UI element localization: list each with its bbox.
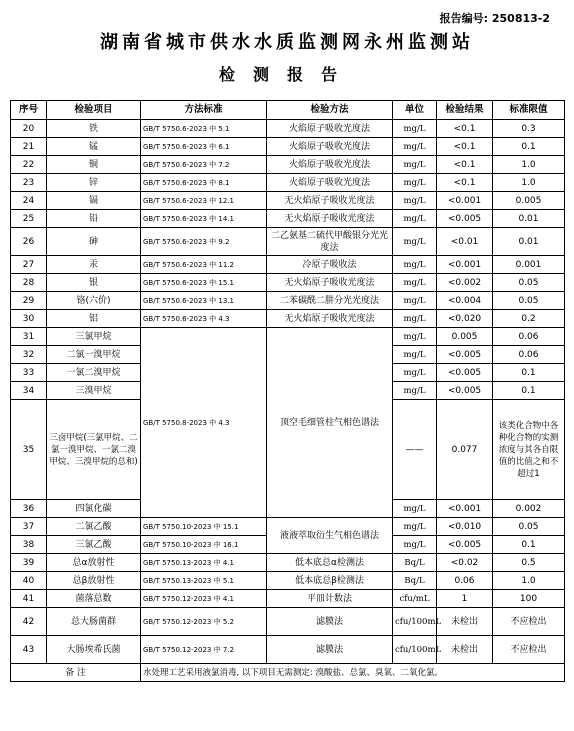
row-unit: ——: [393, 400, 437, 500]
table-row: [11, 608, 565, 636]
row-unit: mg/L: [393, 228, 437, 256]
row-no: 20: [11, 120, 47, 138]
row-result: <0.020: [437, 310, 493, 328]
row-no: 41: [11, 590, 47, 608]
row-unit: Bq/L: [393, 572, 437, 590]
table-row: [11, 554, 565, 572]
row-limit: 1.0: [493, 572, 565, 590]
row-no: 21: [11, 138, 47, 156]
row-method: 无火焰原子吸收光度法: [267, 310, 393, 328]
row-standard: GB/T 5750.6-2023 中 11.2: [141, 256, 267, 274]
row-limit: 0.1: [493, 138, 565, 156]
row-standard: GB/T 5750.10-2023 中 15.1: [141, 518, 267, 536]
row-result: 0.077: [437, 400, 493, 500]
row-limit: 0.3: [493, 120, 565, 138]
row-standard: GB/T 5750.12-2023 中 4.1: [141, 590, 267, 608]
col-header-limit: 标准限值: [493, 101, 565, 120]
row-no: 27: [11, 256, 47, 274]
row-limit: 0.1: [493, 536, 565, 554]
row-result: <0.001: [437, 192, 493, 210]
col-header-method: 检验方法: [267, 101, 393, 120]
row-unit: mg/L: [393, 138, 437, 156]
row-limit: 0.005: [493, 192, 565, 210]
table-row: [11, 120, 565, 138]
row-limit: 1.0: [493, 174, 565, 192]
row-result: <0.002: [437, 274, 493, 292]
row-limit: 0.1: [493, 382, 565, 400]
col-header-standard: 方法标准: [141, 101, 267, 120]
row-standard: GB/T 5750.6-2023 中 15.1: [141, 274, 267, 292]
table-row: [11, 156, 565, 174]
row-standard: GB/T 5750.12-2023 中 7.2: [141, 636, 267, 664]
row-method: 无火焰原子吸收光度法: [267, 192, 393, 210]
row-method: 火焰原子吸收光度法: [267, 174, 393, 192]
merged-method: 顶空毛细管柱气相色谱法: [267, 328, 393, 518]
row-unit: mg/L: [393, 328, 437, 346]
row-limit: 0.001: [493, 256, 565, 274]
row-result: <0.1: [437, 120, 493, 138]
row-item: 一氯二溴甲烷: [47, 364, 141, 382]
row-item: 三卤甲烷(三氯甲烷、二氯一溴甲烷、一氯二溴甲烷、三溴甲烷的总和): [47, 400, 141, 500]
row-limit: 该类化合物中各种化合物的实测浓度与其各自限值的比值之和不超过1: [493, 400, 565, 500]
row-unit: cfu/100mL: [393, 636, 437, 664]
row-item: 三氯乙酸: [47, 536, 141, 554]
row-result: 0.005: [437, 328, 493, 346]
row-limit: 0.05: [493, 292, 565, 310]
row-standard: GB/T 5750.6-2023 中 8.1: [141, 174, 267, 192]
row-limit: 0.01: [493, 210, 565, 228]
row-item: 银: [47, 274, 141, 292]
row-unit: mg/L: [393, 256, 437, 274]
row-limit: 0.1: [493, 364, 565, 382]
row-result: <0.005: [437, 364, 493, 382]
row-limit: 0.05: [493, 518, 565, 536]
row-result: 0.06: [437, 572, 493, 590]
row-limit: 0.01: [493, 228, 565, 256]
col-header-no: 序号: [11, 101, 47, 120]
merged-method: 液液萃取衍生气相色谱法: [267, 518, 393, 554]
row-no: 32: [11, 346, 47, 364]
row-unit: mg/L: [393, 346, 437, 364]
row-result: <0.1: [437, 138, 493, 156]
row-item: 总β放射性: [47, 572, 141, 590]
row-item: 铁: [47, 120, 141, 138]
row-method: 无火焰原子吸收光度法: [267, 210, 393, 228]
table-row: [11, 310, 565, 328]
row-standard: GB/T 5750.10-2023 中 16.1: [141, 536, 267, 554]
notes-row: [11, 664, 565, 682]
row-limit: 100: [493, 590, 565, 608]
table-row: [11, 138, 565, 156]
row-unit: mg/L: [393, 292, 437, 310]
row-unit: Bq/L: [393, 554, 437, 572]
row-method: 火焰原子吸收光度法: [267, 138, 393, 156]
row-item: 大肠埃希氏菌: [47, 636, 141, 664]
row-no: 31: [11, 328, 47, 346]
row-unit: cfu/100mL: [393, 608, 437, 636]
row-result: <0.005: [437, 210, 493, 228]
row-unit: mg/L: [393, 210, 437, 228]
row-method: 低本底总β检测法: [267, 572, 393, 590]
row-unit: mg/L: [393, 382, 437, 400]
row-standard: GB/T 5750.6-2023 中 12.1: [141, 192, 267, 210]
report-number: 报告编号: 250813-2: [439, 12, 550, 25]
row-no: 38: [11, 536, 47, 554]
row-no: 43: [11, 636, 47, 664]
row-standard: GB/T 5750.6-2023 中 9.2: [141, 228, 267, 256]
results-table: [10, 100, 565, 682]
row-result: <0.005: [437, 536, 493, 554]
row-standard: GB/T 5750.13-2023 中 5.1: [141, 572, 267, 590]
row-item: 二氯一溴甲烷: [47, 346, 141, 364]
row-result: <0.02: [437, 554, 493, 572]
report-subtitle: 检测报告: [218, 65, 355, 84]
row-no: 34: [11, 382, 47, 400]
row-method: 二苯碳酰二肼分光光度法: [267, 292, 393, 310]
row-limit: 0.5: [493, 554, 565, 572]
row-result: <0.005: [437, 382, 493, 400]
table-row: [11, 518, 565, 536]
row-no: 42: [11, 608, 47, 636]
row-no: 30: [11, 310, 47, 328]
row-result: <0.005: [437, 346, 493, 364]
row-result: <0.01: [437, 228, 493, 256]
row-result: <0.004: [437, 292, 493, 310]
row-standard: GB/T 5750.6-2023 中 14.1: [141, 210, 267, 228]
row-no: 35: [11, 400, 47, 500]
row-unit: mg/L: [393, 364, 437, 382]
table-row: [11, 256, 565, 274]
row-standard: GB/T 5750.6-2023 中 4.3: [141, 310, 267, 328]
row-item: 铅: [47, 210, 141, 228]
table-row: [11, 572, 565, 590]
row-method: 滤膜法: [267, 636, 393, 664]
row-item: 锰: [47, 138, 141, 156]
row-unit: mg/L: [393, 500, 437, 518]
row-result: <0.1: [437, 174, 493, 192]
row-no: 33: [11, 364, 47, 382]
col-header-unit: 单位: [393, 101, 437, 120]
row-limit: 0.06: [493, 328, 565, 346]
row-item: 砷: [47, 228, 141, 256]
row-no: 26: [11, 228, 47, 256]
row-no: 29: [11, 292, 47, 310]
row-no: 39: [11, 554, 47, 572]
table-row: [11, 590, 565, 608]
row-item: 锌: [47, 174, 141, 192]
row-standard: GB/T 5750.13-2023 中 4.1: [141, 554, 267, 572]
row-no: 36: [11, 500, 47, 518]
row-unit: mg/L: [393, 156, 437, 174]
row-unit: mg/L: [393, 174, 437, 192]
row-item: 四氯化碳: [47, 500, 141, 518]
row-item: 铜: [47, 156, 141, 174]
row-limit: 不应检出: [493, 608, 565, 636]
row-unit: mg/L: [393, 536, 437, 554]
row-method: 平皿计数法: [267, 590, 393, 608]
table-row: [11, 328, 565, 346]
row-result: <0.010: [437, 518, 493, 536]
table-row: [11, 174, 565, 192]
row-standard: GB/T 5750.6-2023 中 7.2: [141, 156, 267, 174]
row-result: 未检出: [437, 636, 493, 664]
row-no: 40: [11, 572, 47, 590]
row-item: 三溴甲烷: [47, 382, 141, 400]
col-header-result: 检验结果: [437, 101, 493, 120]
row-no: 37: [11, 518, 47, 536]
row-standard: GB/T 5750.6-2023 中 6.1: [141, 138, 267, 156]
row-limit: 0.06: [493, 346, 565, 364]
row-limit: 0.2: [493, 310, 565, 328]
row-item: 铬(六价): [47, 292, 141, 310]
table-row: [11, 192, 565, 210]
row-method: 冷原子吸收法: [267, 256, 393, 274]
row-no: 25: [11, 210, 47, 228]
row-standard: GB/T 5750.6-2023 中 13.1: [141, 292, 267, 310]
row-no: 22: [11, 156, 47, 174]
row-result: <0.1: [437, 156, 493, 174]
row-no: 28: [11, 274, 47, 292]
table-row: [11, 274, 565, 292]
row-item: 二氯乙酸: [47, 518, 141, 536]
row-method: 火焰原子吸收光度法: [267, 120, 393, 138]
row-no: 23: [11, 174, 47, 192]
table-row: [11, 292, 565, 310]
table-row: [11, 210, 565, 228]
notes-label: 备 注: [11, 664, 141, 682]
row-method: 滤膜法: [267, 608, 393, 636]
row-method: 低本底总α检测法: [267, 554, 393, 572]
row-item: 总大肠菌群: [47, 608, 141, 636]
row-item: 菌落总数: [47, 590, 141, 608]
row-method: 无火焰原子吸收光度法: [267, 274, 393, 292]
row-unit: mg/L: [393, 192, 437, 210]
row-no: 24: [11, 192, 47, 210]
table-row: [11, 228, 565, 256]
row-standard: GB/T 5750.12-2023 中 5.2: [141, 608, 267, 636]
row-method: 火焰原子吸收光度法: [267, 156, 393, 174]
row-item: 镉: [47, 192, 141, 210]
row-result: <0.001: [437, 500, 493, 518]
row-unit: mg/L: [393, 518, 437, 536]
row-unit: cfu/mL: [393, 590, 437, 608]
row-result: 1: [437, 590, 493, 608]
table-row: [11, 636, 565, 664]
row-item: 总α放射性: [47, 554, 141, 572]
notes-text: 水处理工艺采用液氯消毒, 以下项目无需测定: 溴酸盐、总氯、臭氧、二氧化氯。: [141, 664, 565, 682]
row-unit: mg/L: [393, 274, 437, 292]
row-standard: GB/T 5750.6-2023 中 5.1: [141, 120, 267, 138]
table-header-row: [11, 101, 565, 120]
row-limit: 1.0: [493, 156, 565, 174]
row-limit: 0.05: [493, 274, 565, 292]
row-unit: mg/L: [393, 310, 437, 328]
row-result: <0.001: [437, 256, 493, 274]
col-header-item: 检验项目: [47, 101, 141, 120]
row-item: 三氯甲烷: [47, 328, 141, 346]
row-item: 铝: [47, 310, 141, 328]
merged-standard: GB/T 5750.8-2023 中 4.3: [141, 328, 267, 518]
row-result: 未检出: [437, 608, 493, 636]
row-unit: mg/L: [393, 120, 437, 138]
row-limit: 不应检出: [493, 636, 565, 664]
row-limit: 0.002: [493, 500, 565, 518]
row-item: 汞: [47, 256, 141, 274]
report-title: 湖南省城市供水水质监测网永州监测站: [100, 32, 474, 53]
row-method: 二乙氨基二硫代甲酸银分光光度法: [267, 228, 393, 256]
